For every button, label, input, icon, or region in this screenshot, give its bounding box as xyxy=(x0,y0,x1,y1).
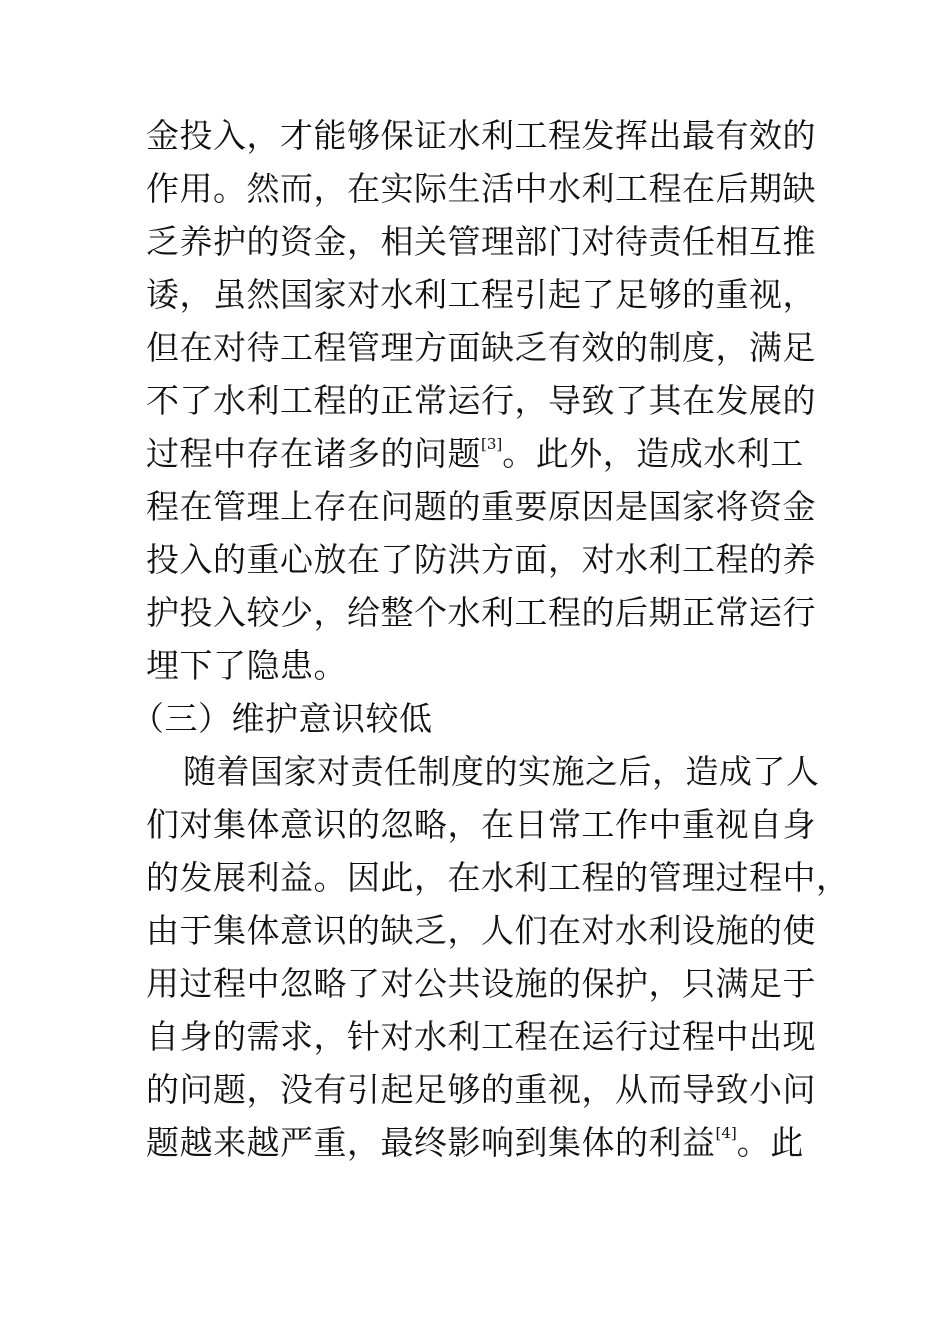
text-line: 用过程中忽略了对公共设施的保护，只满足于 xyxy=(146,964,816,1003)
text-segment: 。此外，造成水利工 xyxy=(502,434,804,473)
text-line: 诿，虽然国家对水利工程引起了足够的重视， xyxy=(146,275,816,314)
text-line: 投入的重心放在了防洪方面，对水利工程的养 xyxy=(146,540,816,579)
text-segment: 题越来越严重，最终影响到集体的利益 xyxy=(146,1123,716,1162)
text-line: 们对集体意识的忽略，在日常工作中重视自身 xyxy=(146,805,816,844)
text-line: 的问题，没有引起足够的重视，从而导致小问 xyxy=(146,1070,816,1109)
text-segment: 过程中存在诸多的问题 xyxy=(146,434,481,473)
text-line-with-citation xyxy=(146,434,804,474)
text-line: 随着国家对责任制度的实施之后，造成了人 xyxy=(183,752,820,791)
text-line: 作用。然而，在实际生活中水利工程在后期缺 xyxy=(146,169,816,208)
citation-ref: [4] xyxy=(715,1124,737,1142)
text-line: 的发展利益。因此，在水利工程的管理过程中， xyxy=(146,858,850,897)
text-line: 不了水利工程的正常运行，导致了其在发展的 xyxy=(146,381,816,420)
text-line: 但在对待工程管理方面缺乏有效的制度，满足 xyxy=(146,328,816,367)
text-segment: 。此 xyxy=(736,1123,804,1162)
section-heading: （三）维护意识较低 xyxy=(131,699,433,738)
text-line: 程在管理上存在问题的重要原因是国家将资金 xyxy=(146,487,816,526)
text-line-with-citation xyxy=(146,1123,804,1163)
text-line: 由于集体意识的缺乏，人们在对水利设施的使 xyxy=(146,911,816,950)
text-line: 埋下了隐患。 xyxy=(146,646,347,685)
text-line: 自身的需求，针对水利工程在运行过程中出现 xyxy=(146,1017,816,1056)
text-line: 护投入较少，给整个水利工程的后期正常运行 xyxy=(146,593,816,632)
citation-ref: [3] xyxy=(481,435,503,453)
text-line: 金投入，才能够保证水利工程发挥出最有效的 xyxy=(146,116,816,155)
text-line: 乏养护的资金，相关管理部门对待责任相互推 xyxy=(146,222,816,261)
